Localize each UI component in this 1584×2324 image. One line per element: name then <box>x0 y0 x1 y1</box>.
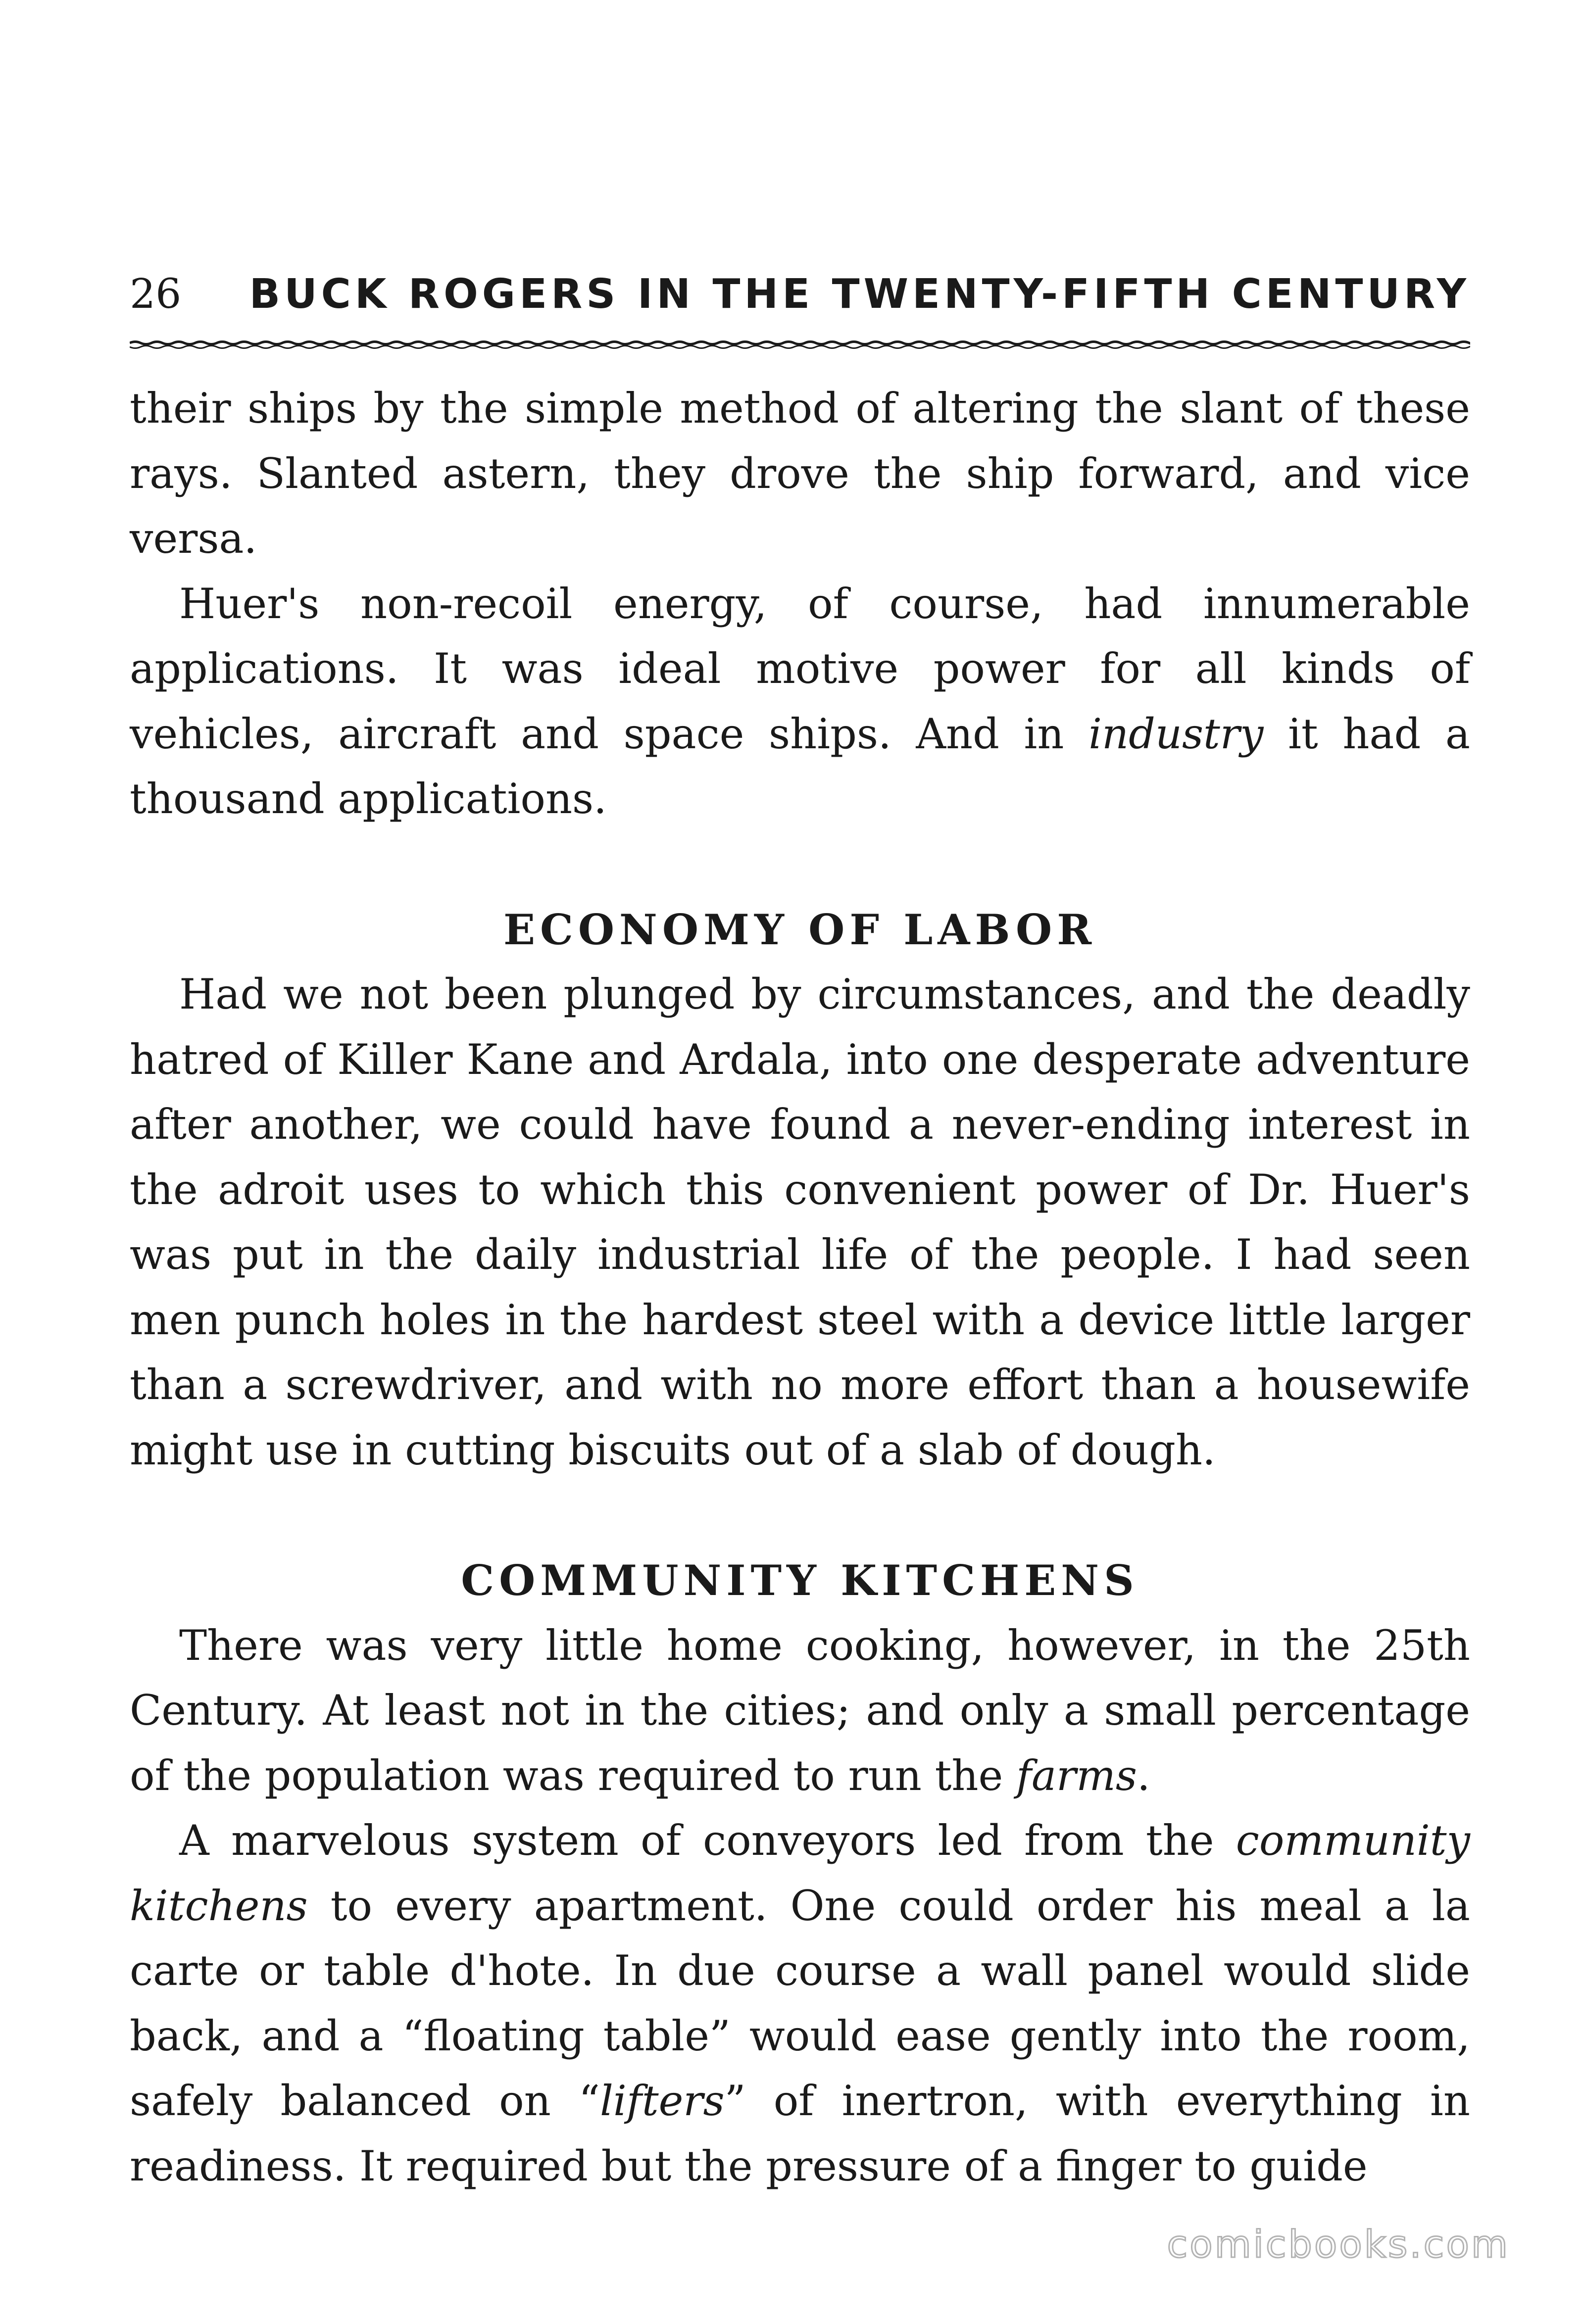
page-number: 26 <box>130 271 182 318</box>
italic-text: lifters <box>600 2077 725 2125</box>
paragraph <box>130 962 1470 1483</box>
running-title: BUCK ROGERS IN THE TWENTY-FIFTH CENTURY <box>249 271 1470 318</box>
paragraph-text: . <box>1137 1751 1150 1800</box>
watermark: comicbooks.com <box>1167 2222 1510 2266</box>
body-text <box>130 376 1470 2199</box>
wavy-rule <box>130 335 1470 351</box>
paragraph-text: There was very little home cooking, however, in the 25th Century. At least not in the cities; and only a small percentage of the population was required to run the <box>130 1621 1470 1800</box>
paragraph <box>130 572 1470 832</box>
paragraph-text: it had a thousand applications. <box>130 709 1470 823</box>
paragraph-text: their ships by the simple method of altering the slant of these rays. Slanted astern, they drove the ship forward, and vice versa. <box>130 384 1470 563</box>
section-heading: ECONOMY OF LABOR <box>503 905 1097 954</box>
paragraph <box>130 376 1470 572</box>
running-head <box>130 267 1470 322</box>
italic-text: industry <box>1089 709 1264 758</box>
italic-text: farms <box>1016 1751 1137 1800</box>
paragraph-text: A marvelous system of conveyors led from the <box>179 1816 1236 1865</box>
paragraph-text: to every apartment. One could order his meal a la carte or table d'hote. In due course a wall panel would slide back, and a “floating table” would ease gently into the room, safely balanced on “ <box>130 1881 1470 2125</box>
paragraph <box>130 1808 1470 2199</box>
italic-text: community kitchens <box>130 1816 1470 1930</box>
paragraph <box>130 1613 1470 1809</box>
paragraph-text: Had we not been plunged by circumstances, and the deadly hatred of Killer Kane and Ardala, into one desperate adventure after another, we could have found a never-ending interest in the adroit uses to which this convenient power of Dr. Huer's was put in the daily industrial life of the people. I had seen men punch holes in the hardest steel with a device little larger than a screwdriver, and with no more effort than a housewife might use in cutting biscuits out of a slab of dough. <box>130 970 1470 1474</box>
paragraph-text: Huer's non-recoil energy, of course, had innumerable applications. It was ideal motive power for all kinds of vehicles, aircraft and space ships. And in <box>130 579 1470 758</box>
section-heading: COMMUNITY KITCHENS <box>461 1556 1139 1605</box>
paragraph-text: ” of inertron, with everything in readiness. It required but the pressure of a finger to guide <box>130 2077 1471 2190</box>
